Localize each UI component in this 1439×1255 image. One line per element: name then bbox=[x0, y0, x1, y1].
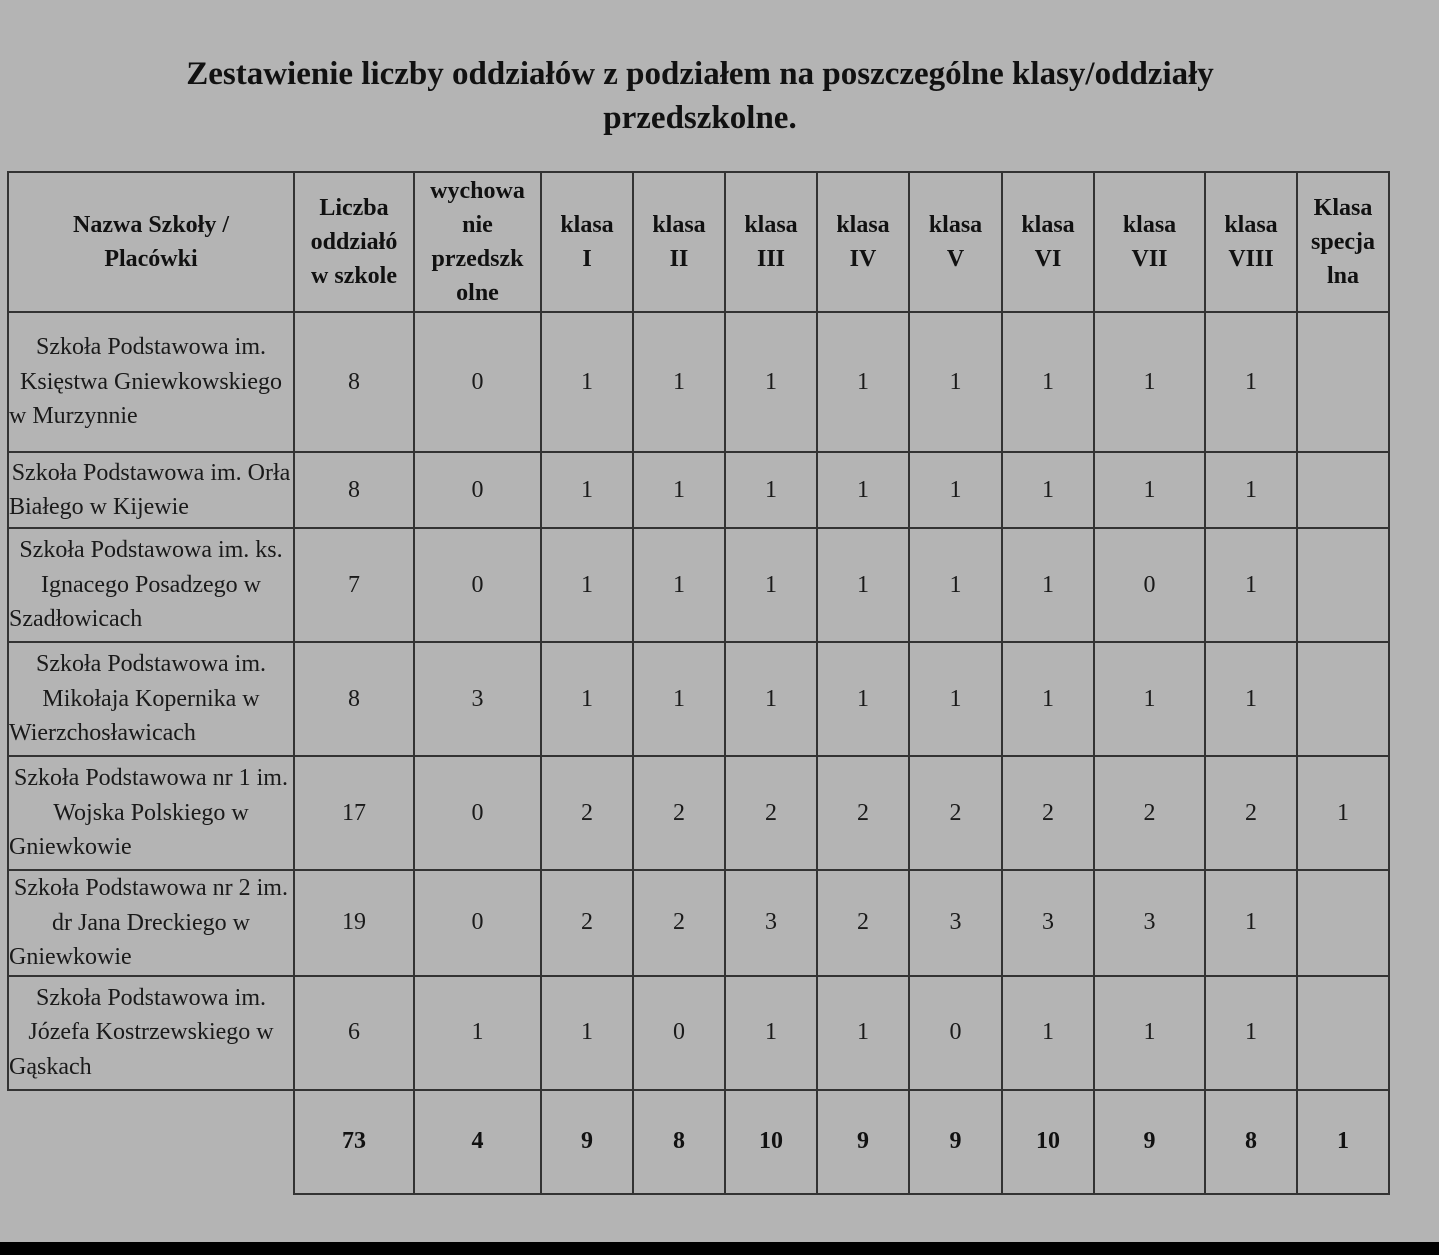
total-cell: 9 bbox=[541, 1090, 633, 1194]
header-class-5: klasa V bbox=[909, 172, 1002, 312]
value-cell: 3 bbox=[414, 642, 541, 756]
value-cell: 1 bbox=[909, 642, 1002, 756]
value-cell: 6 bbox=[294, 976, 414, 1090]
value-cell: 1 bbox=[725, 642, 817, 756]
table-row bbox=[8, 756, 1389, 870]
value-cell bbox=[1297, 870, 1389, 976]
table-row bbox=[8, 312, 1389, 452]
value-cell bbox=[1297, 528, 1389, 642]
title-line-2: przedszkolne. bbox=[603, 100, 797, 136]
school-name-cell: Szkoła Podstawowa im. ks. Ignacego Posadzego w Szadłowicach bbox=[8, 528, 294, 642]
value-cell: 1 bbox=[725, 452, 817, 528]
value-cell: 1 bbox=[725, 976, 817, 1090]
value-cell: 1 bbox=[1205, 452, 1297, 528]
totals-row bbox=[8, 1090, 1389, 1194]
value-cell: 1 bbox=[633, 642, 725, 756]
value-cell: 1 bbox=[817, 642, 909, 756]
value-cell: 1 bbox=[817, 528, 909, 642]
value-cell: 8 bbox=[294, 452, 414, 528]
value-cell: 8 bbox=[294, 312, 414, 452]
value-cell: 1 bbox=[541, 642, 633, 756]
value-cell: 17 bbox=[294, 756, 414, 870]
value-cell: 3 bbox=[1094, 870, 1205, 976]
table-row bbox=[8, 976, 1389, 1090]
value-cell: 1 bbox=[909, 312, 1002, 452]
value-cell: 1 bbox=[1205, 976, 1297, 1090]
value-cell: 0 bbox=[414, 756, 541, 870]
value-cell: 0 bbox=[1094, 528, 1205, 642]
value-cell: 2 bbox=[633, 870, 725, 976]
total-cell: 8 bbox=[633, 1090, 725, 1194]
value-cell: 2 bbox=[725, 756, 817, 870]
value-cell: 1 bbox=[633, 312, 725, 452]
header-school-name: Nazwa Szkoły / Placówki bbox=[8, 172, 294, 312]
value-cell: 1 bbox=[1205, 642, 1297, 756]
value-cell: 0 bbox=[414, 528, 541, 642]
document-title bbox=[0, 52, 1400, 140]
value-cell: 1 bbox=[541, 976, 633, 1090]
value-cell: 1 bbox=[817, 312, 909, 452]
table-row bbox=[8, 870, 1389, 976]
value-cell: 1 bbox=[1094, 452, 1205, 528]
school-name-cell: Szkoła Podstawowa im. Józefa Kostrzewskiego w Gąskach bbox=[8, 976, 294, 1090]
header-row bbox=[8, 172, 1389, 312]
value-cell: 2 bbox=[541, 756, 633, 870]
school-name-cell: Szkoła Podstawowa im. Mikołaja Kopernika w Wierzchosławicach bbox=[8, 642, 294, 756]
value-cell: 2 bbox=[1094, 756, 1205, 870]
value-cell: 1 bbox=[725, 312, 817, 452]
value-cell: 1 bbox=[541, 452, 633, 528]
value-cell: 1 bbox=[541, 312, 633, 452]
school-name-cell: Szkoła Podstawowa nr 2 im. dr Jana Dreckiego w Gniewkowie bbox=[8, 870, 294, 976]
total-cell: 10 bbox=[725, 1090, 817, 1194]
total-cell: 4 bbox=[414, 1090, 541, 1194]
header-special-class: Klasa specja lna bbox=[1297, 172, 1389, 312]
total-cell: 9 bbox=[817, 1090, 909, 1194]
value-cell: 3 bbox=[1002, 870, 1094, 976]
value-cell: 1 bbox=[1205, 528, 1297, 642]
title-line-1: Zestawienie liczby oddziałów z podziałem na poszczególne klasy/oddziały bbox=[186, 56, 1214, 92]
value-cell: 0 bbox=[909, 976, 1002, 1090]
value-cell: 1 bbox=[541, 528, 633, 642]
value-cell: 0 bbox=[414, 312, 541, 452]
summary-table bbox=[7, 171, 1390, 1195]
value-cell: 1 bbox=[1094, 312, 1205, 452]
header-class-3: klasa III bbox=[725, 172, 817, 312]
header-preschool: wychowa nie przedszk olne bbox=[414, 172, 541, 312]
value-cell: 0 bbox=[633, 976, 725, 1090]
header-class-7: klasa VII bbox=[1094, 172, 1205, 312]
value-cell: 2 bbox=[1205, 756, 1297, 870]
total-cell: 10 bbox=[1002, 1090, 1094, 1194]
header-class-4: klasa IV bbox=[817, 172, 909, 312]
value-cell: 19 bbox=[294, 870, 414, 976]
header-class-8: klasa VIII bbox=[1205, 172, 1297, 312]
value-cell bbox=[1297, 642, 1389, 756]
total-cell: 73 bbox=[294, 1090, 414, 1194]
value-cell: 1 bbox=[1002, 528, 1094, 642]
value-cell: 1 bbox=[1205, 870, 1297, 976]
value-cell: 1 bbox=[414, 976, 541, 1090]
total-cell: 9 bbox=[1094, 1090, 1205, 1194]
table-row bbox=[8, 452, 1389, 528]
header-total-divisions: Liczba oddziałó w szkole bbox=[294, 172, 414, 312]
value-cell: 2 bbox=[909, 756, 1002, 870]
value-cell: 2 bbox=[1002, 756, 1094, 870]
header-class-1: klasa I bbox=[541, 172, 633, 312]
header-class-6: klasa VI bbox=[1002, 172, 1094, 312]
value-cell: 1 bbox=[1205, 312, 1297, 452]
value-cell: 2 bbox=[541, 870, 633, 976]
value-cell: 7 bbox=[294, 528, 414, 642]
total-cell: 9 bbox=[909, 1090, 1002, 1194]
value-cell: 1 bbox=[633, 528, 725, 642]
value-cell: 0 bbox=[414, 452, 541, 528]
header-class-2: klasa II bbox=[633, 172, 725, 312]
value-cell: 1 bbox=[1002, 312, 1094, 452]
value-cell: 2 bbox=[633, 756, 725, 870]
total-cell: 8 bbox=[1205, 1090, 1297, 1194]
value-cell bbox=[1297, 452, 1389, 528]
value-cell: 1 bbox=[909, 452, 1002, 528]
value-cell: 1 bbox=[1094, 976, 1205, 1090]
value-cell bbox=[1297, 976, 1389, 1090]
table-row bbox=[8, 642, 1389, 756]
value-cell: 8 bbox=[294, 642, 414, 756]
value-cell: 1 bbox=[1297, 756, 1389, 870]
value-cell: 1 bbox=[817, 976, 909, 1090]
table-row bbox=[8, 528, 1389, 642]
total-cell: 1 bbox=[1297, 1090, 1389, 1194]
value-cell: 3 bbox=[909, 870, 1002, 976]
value-cell: 1 bbox=[817, 452, 909, 528]
totals-blank-cell bbox=[8, 1090, 294, 1194]
value-cell: 1 bbox=[725, 528, 817, 642]
school-name-cell: Szkoła Podstawowa im. Księstwa Gniewkowskiego w Murzynnie bbox=[8, 312, 294, 452]
value-cell: 0 bbox=[414, 870, 541, 976]
value-cell: 3 bbox=[725, 870, 817, 976]
value-cell: 2 bbox=[817, 870, 909, 976]
bottom-edge-bar bbox=[0, 1242, 1439, 1255]
value-cell: 1 bbox=[1002, 642, 1094, 756]
value-cell: 1 bbox=[1002, 976, 1094, 1090]
school-name-cell: Szkoła Podstawowa im. Orła Białego w Kijewie bbox=[8, 452, 294, 528]
value-cell: 1 bbox=[1094, 642, 1205, 756]
value-cell: 1 bbox=[909, 528, 1002, 642]
school-name-cell: Szkoła Podstawowa nr 1 im. Wojska Polskiego w Gniewkowie bbox=[8, 756, 294, 870]
value-cell bbox=[1297, 312, 1389, 452]
value-cell: 1 bbox=[633, 452, 725, 528]
value-cell: 1 bbox=[1002, 452, 1094, 528]
value-cell: 2 bbox=[817, 756, 909, 870]
